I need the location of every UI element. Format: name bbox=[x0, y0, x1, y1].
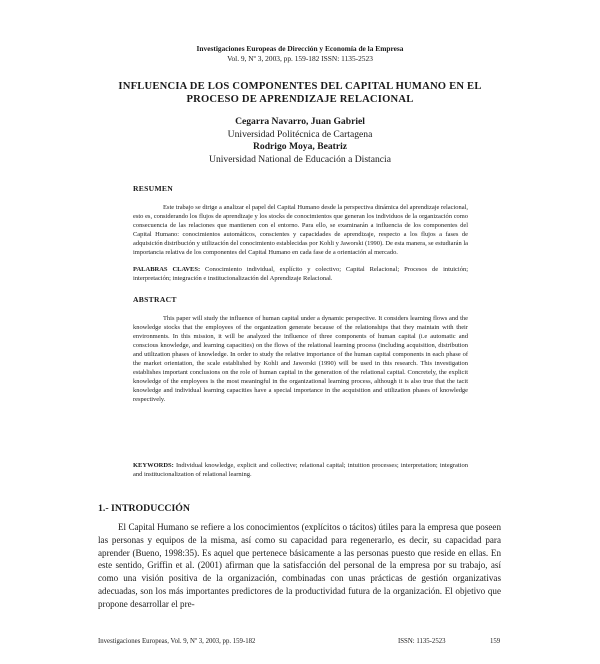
resumen-text: Este trabajo se dirige a analizar el papel del Capital Humano desde la perspectiva dinámica del aprendizaje relacional, esto es, considerando los flujos de aprendizaje y los stocks de conocimientos que generan los individuos de la organización como consecuencia de las relaciones que mantienen con el entorno. Para ello, se examinarán a influencia de los componentes del Capital Humano: conocimientos automáticos, conscientes y capacidades de aprendizaje, respecto a los flujos a fases de adquisición distribución y utilización del conocimiento establecidas por Kohli y Jaworski (1990). De esta manera, se estudiarán la importancia relativa de los componentes del Capital Humano en cada fase de a orientación al mercado. bbox=[133, 204, 468, 257]
journal-header bbox=[0, 44, 600, 64]
author-name: Cegarra Navarro, Juan Gabriel bbox=[235, 116, 365, 127]
page-number: 159 bbox=[490, 638, 501, 645]
keywords bbox=[133, 461, 468, 479]
authors-block bbox=[0, 116, 600, 166]
author-affiliation: Universidad Politécnica de Cartagena bbox=[227, 128, 373, 140]
section-body: El Capital Humano se refiere a los conocimientos (explícitos o tácitos) útiles para la empresa que poseen las personas y equipos de la misma, así como su capacidad para regenerarlo, es decir, su capacidad para aprender (Bueno, 1998:35). Es aquel que pertenece básicamente a las personas puesto que reside en ellas. En este sentido, Griffin et al. (2001) afirman que la satisfacción del personal de la empresa por su trabajo, así como una visión positiva de la organización, combinadas con unas prácticas de gestión organizativas adecuadas, son los más importantes predictores de la productividad futura de la organización. El objetivo que propone desarrollar el pre- bbox=[98, 522, 501, 609]
abstract-text: This paper will study the influence of human capital under a dynamic perspective. It considers learning flows and the knowledge stocks that the employees of the organization generate because of the relationships that they maintain with their environments. In this mission, it will be analyzed the influence of three components of human capital (i.e automatic and conscious knowledge, and learning capacities) on the flows of the relational learning process (including acquisition, distribution and utilization phases of knowledge. In order to study the relative importance of the human capital components in each phase of the market orientation, the scale established by Kohli and Jaworski (1990) will be used in this research. This investigation establishes important conclusions on the role of human capital in the generation of the relational capital. Concretely, the explicit knowledge of the employees is the most meaningful in the organizational learning process, although it is also true that the tacit knowledge and individual learning capacities have a special importance in the acquisition and utilization phases of knowledge respectively. bbox=[133, 315, 468, 404]
keywords-text: Individual knowledge, explicit and collective; relational capital; intuition processes; interpretation; integration and institucionalization of relational learning. bbox=[133, 462, 468, 478]
footer-citation: Investigaciones Europeas, Vol. 9, Nº 3, 2003, pp. 159-182 bbox=[98, 638, 256, 645]
palabras-claves-text: Conocimiento individual, explícito y colectivo; Capital Relacional; Procesos de intuición; interpretación; integración e institucionalización del Aprendizaje Relacional. bbox=[133, 266, 468, 282]
footer-issn: ISSN: 1135-2523 bbox=[398, 638, 446, 645]
keywords-label: KEYWORDS: bbox=[133, 462, 174, 469]
section-heading: 1.- INTRODUCCIÓN bbox=[98, 503, 190, 514]
author-name: Rodrigo Moya, Beatriz bbox=[252, 141, 348, 152]
journal-name: Investigaciones Europeas de Dirección y Economía de la Empresa bbox=[196, 44, 404, 53]
journal-issue: Vol. 9, Nº 3, 2003, pp. 159-182 ISSN: 1135-2523 bbox=[227, 54, 373, 63]
paper-title: INFLUENCIA DE LOS COMPONENTES DEL CAPITAL HUMANO EN EL PROCESO DE APRENDIZAJE RELACIONAL bbox=[118, 81, 482, 105]
author-affiliation: Universidad National de Educación a Distancia bbox=[209, 153, 391, 165]
palabras-claves-label: PALABRAS CLAVES: bbox=[133, 266, 201, 273]
resumen-heading: RESUMEN bbox=[133, 184, 174, 193]
palabras-claves bbox=[133, 265, 468, 283]
abstract-heading: ABSTRACT bbox=[133, 295, 177, 304]
